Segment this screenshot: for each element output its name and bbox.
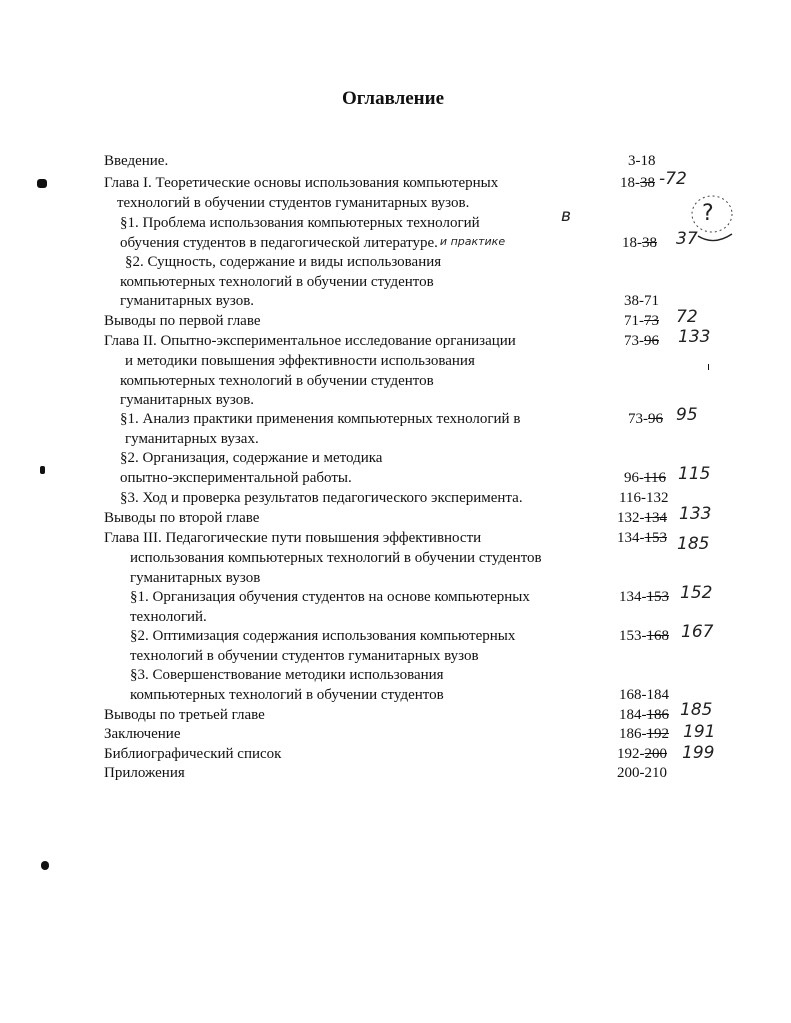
toc-section: §1. Организация обучения студентов на основе компьютерных bbox=[130, 589, 530, 605]
scan-speck bbox=[40, 466, 45, 474]
handwritten-page-correction: 37 bbox=[676, 229, 698, 249]
toc-page-range: 186-192 bbox=[619, 726, 669, 742]
toc-chapter-2: Глава II. Опытно-экспериментальное исследование организации bbox=[104, 333, 516, 349]
handwritten-page-correction: 152 bbox=[680, 583, 713, 603]
toc-page-range: 200-210 bbox=[617, 765, 667, 781]
toc-page-range: 71-73 bbox=[624, 313, 659, 329]
toc-section: §2. Организация, содержание и методика bbox=[120, 450, 383, 466]
toc-chapter-2-cont: гуманитарных вузов. bbox=[120, 392, 255, 408]
handwritten-page-correction: 95 bbox=[676, 405, 698, 425]
page-title: Оглавление bbox=[341, 88, 445, 109]
toc-page-range: 73-96 bbox=[624, 333, 659, 349]
toc-conclusion: Заключение bbox=[104, 726, 181, 742]
scan-speck bbox=[41, 861, 49, 870]
toc-conclusions-3: Выводы по третьей главе bbox=[104, 707, 265, 723]
toc-page-range: 18-38 bbox=[622, 235, 657, 251]
toc-page-range: 134-153 bbox=[619, 589, 669, 605]
toc-section-cont: технологий в обучении студентов гуманитарных вузов bbox=[130, 648, 479, 664]
toc-conclusions-2: Выводы по второй главе bbox=[104, 510, 260, 526]
toc-section-cont: гуманитарных вузов. bbox=[120, 293, 255, 309]
handwritten-page-correction: 72 bbox=[676, 307, 698, 327]
toc-introduction: Введение. bbox=[104, 153, 169, 169]
toc-chapter-2-cont: компьютерных технологий в обучении студентов bbox=[120, 373, 434, 389]
toc-page-range: 116-132 bbox=[619, 490, 669, 506]
margin-note: ? bbox=[702, 201, 714, 226]
handwritten-page-correction: 185 bbox=[680, 700, 713, 720]
handwritten-page-correction: 133 bbox=[678, 327, 711, 347]
handwritten-page-correction: -72 bbox=[659, 169, 687, 189]
scan-speck bbox=[37, 179, 47, 188]
handwritten-page-correction: 115 bbox=[678, 464, 711, 484]
toc-section: §3. Совершенствование методики использования bbox=[130, 667, 444, 683]
toc-section-cont: компьютерных технологий в обучении студентов bbox=[130, 687, 444, 703]
toc-page-range: 96-116 bbox=[624, 470, 666, 486]
toc-conclusions-1: Выводы по первой главе bbox=[104, 313, 261, 329]
toc-section: §1. Проблема использования компьютерных технологий bbox=[120, 215, 480, 231]
toc-page-range: 134-153 bbox=[617, 530, 667, 546]
toc-section: §2. Сущность, содержание и виды использования bbox=[125, 254, 442, 270]
toc-section-cont: обучения студентов в педагогической литературе. и практике bbox=[120, 235, 506, 251]
toc-page-range: 3-18 bbox=[628, 153, 656, 169]
handwritten-page-correction: 191 bbox=[683, 722, 716, 742]
toc-chapter-3-cont: использования компьютерных технологий в обучении студентов bbox=[130, 550, 542, 566]
handwritten-page-correction: 185 bbox=[677, 534, 710, 554]
toc-section-cont: гуманитарных вузах. bbox=[125, 431, 259, 447]
toc-appendices: Приложения bbox=[104, 765, 185, 781]
toc-page-range: 18-38 bbox=[620, 175, 655, 191]
toc-section: §1. Анализ практики применения компьютерных технологий в bbox=[120, 411, 521, 427]
handwritten-page-correction: 199 bbox=[682, 743, 715, 763]
toc-section-cont: технологий. bbox=[130, 609, 207, 625]
toc-page-range: 132-134 bbox=[617, 510, 667, 526]
handwritten-page-correction: 133 bbox=[679, 504, 712, 524]
toc-bibliography: Библиографический список bbox=[104, 746, 282, 762]
toc-chapter-3-cont: гуманитарных вузов bbox=[130, 570, 261, 586]
scan-speck bbox=[708, 364, 709, 370]
toc-page-range: 38-71 bbox=[624, 293, 659, 309]
handwritten-page-correction: 167 bbox=[681, 622, 714, 642]
toc-section: §2. Оптимизация содержания использования компьютерных bbox=[130, 628, 516, 644]
question-mark-icon bbox=[688, 188, 740, 248]
toc-chapter-1-cont: технологий в обучении студентов гуманитарных вузов. bbox=[117, 195, 470, 211]
toc-chapter-3: Глава III. Педагогические пути повышения эффективности bbox=[104, 530, 482, 546]
toc-chapter-2-cont: и методики повышения эффективности использования bbox=[125, 353, 475, 369]
toc-chapter-1: Глава I. Теоретические основы использования компьютерных bbox=[104, 175, 499, 191]
handwritten-insertion: в bbox=[561, 206, 572, 226]
toc-section-cont: компьютерных технологий в обучении студентов bbox=[120, 274, 434, 290]
toc-page-range: 73-96 bbox=[628, 411, 663, 427]
toc-page-range: 184-186 bbox=[619, 707, 669, 723]
toc-section-cont: опытно-экспериментальной работы. bbox=[120, 470, 352, 486]
handwritten-insertion: и практике bbox=[439, 235, 506, 248]
toc-page-range: 192-200 bbox=[617, 746, 667, 762]
toc-page-range: 153-168 bbox=[619, 628, 669, 644]
toc-section: §3. Ход и проверка результатов педагогического эксперимента. bbox=[120, 490, 523, 506]
toc-page-range: 168-184 bbox=[619, 687, 669, 703]
